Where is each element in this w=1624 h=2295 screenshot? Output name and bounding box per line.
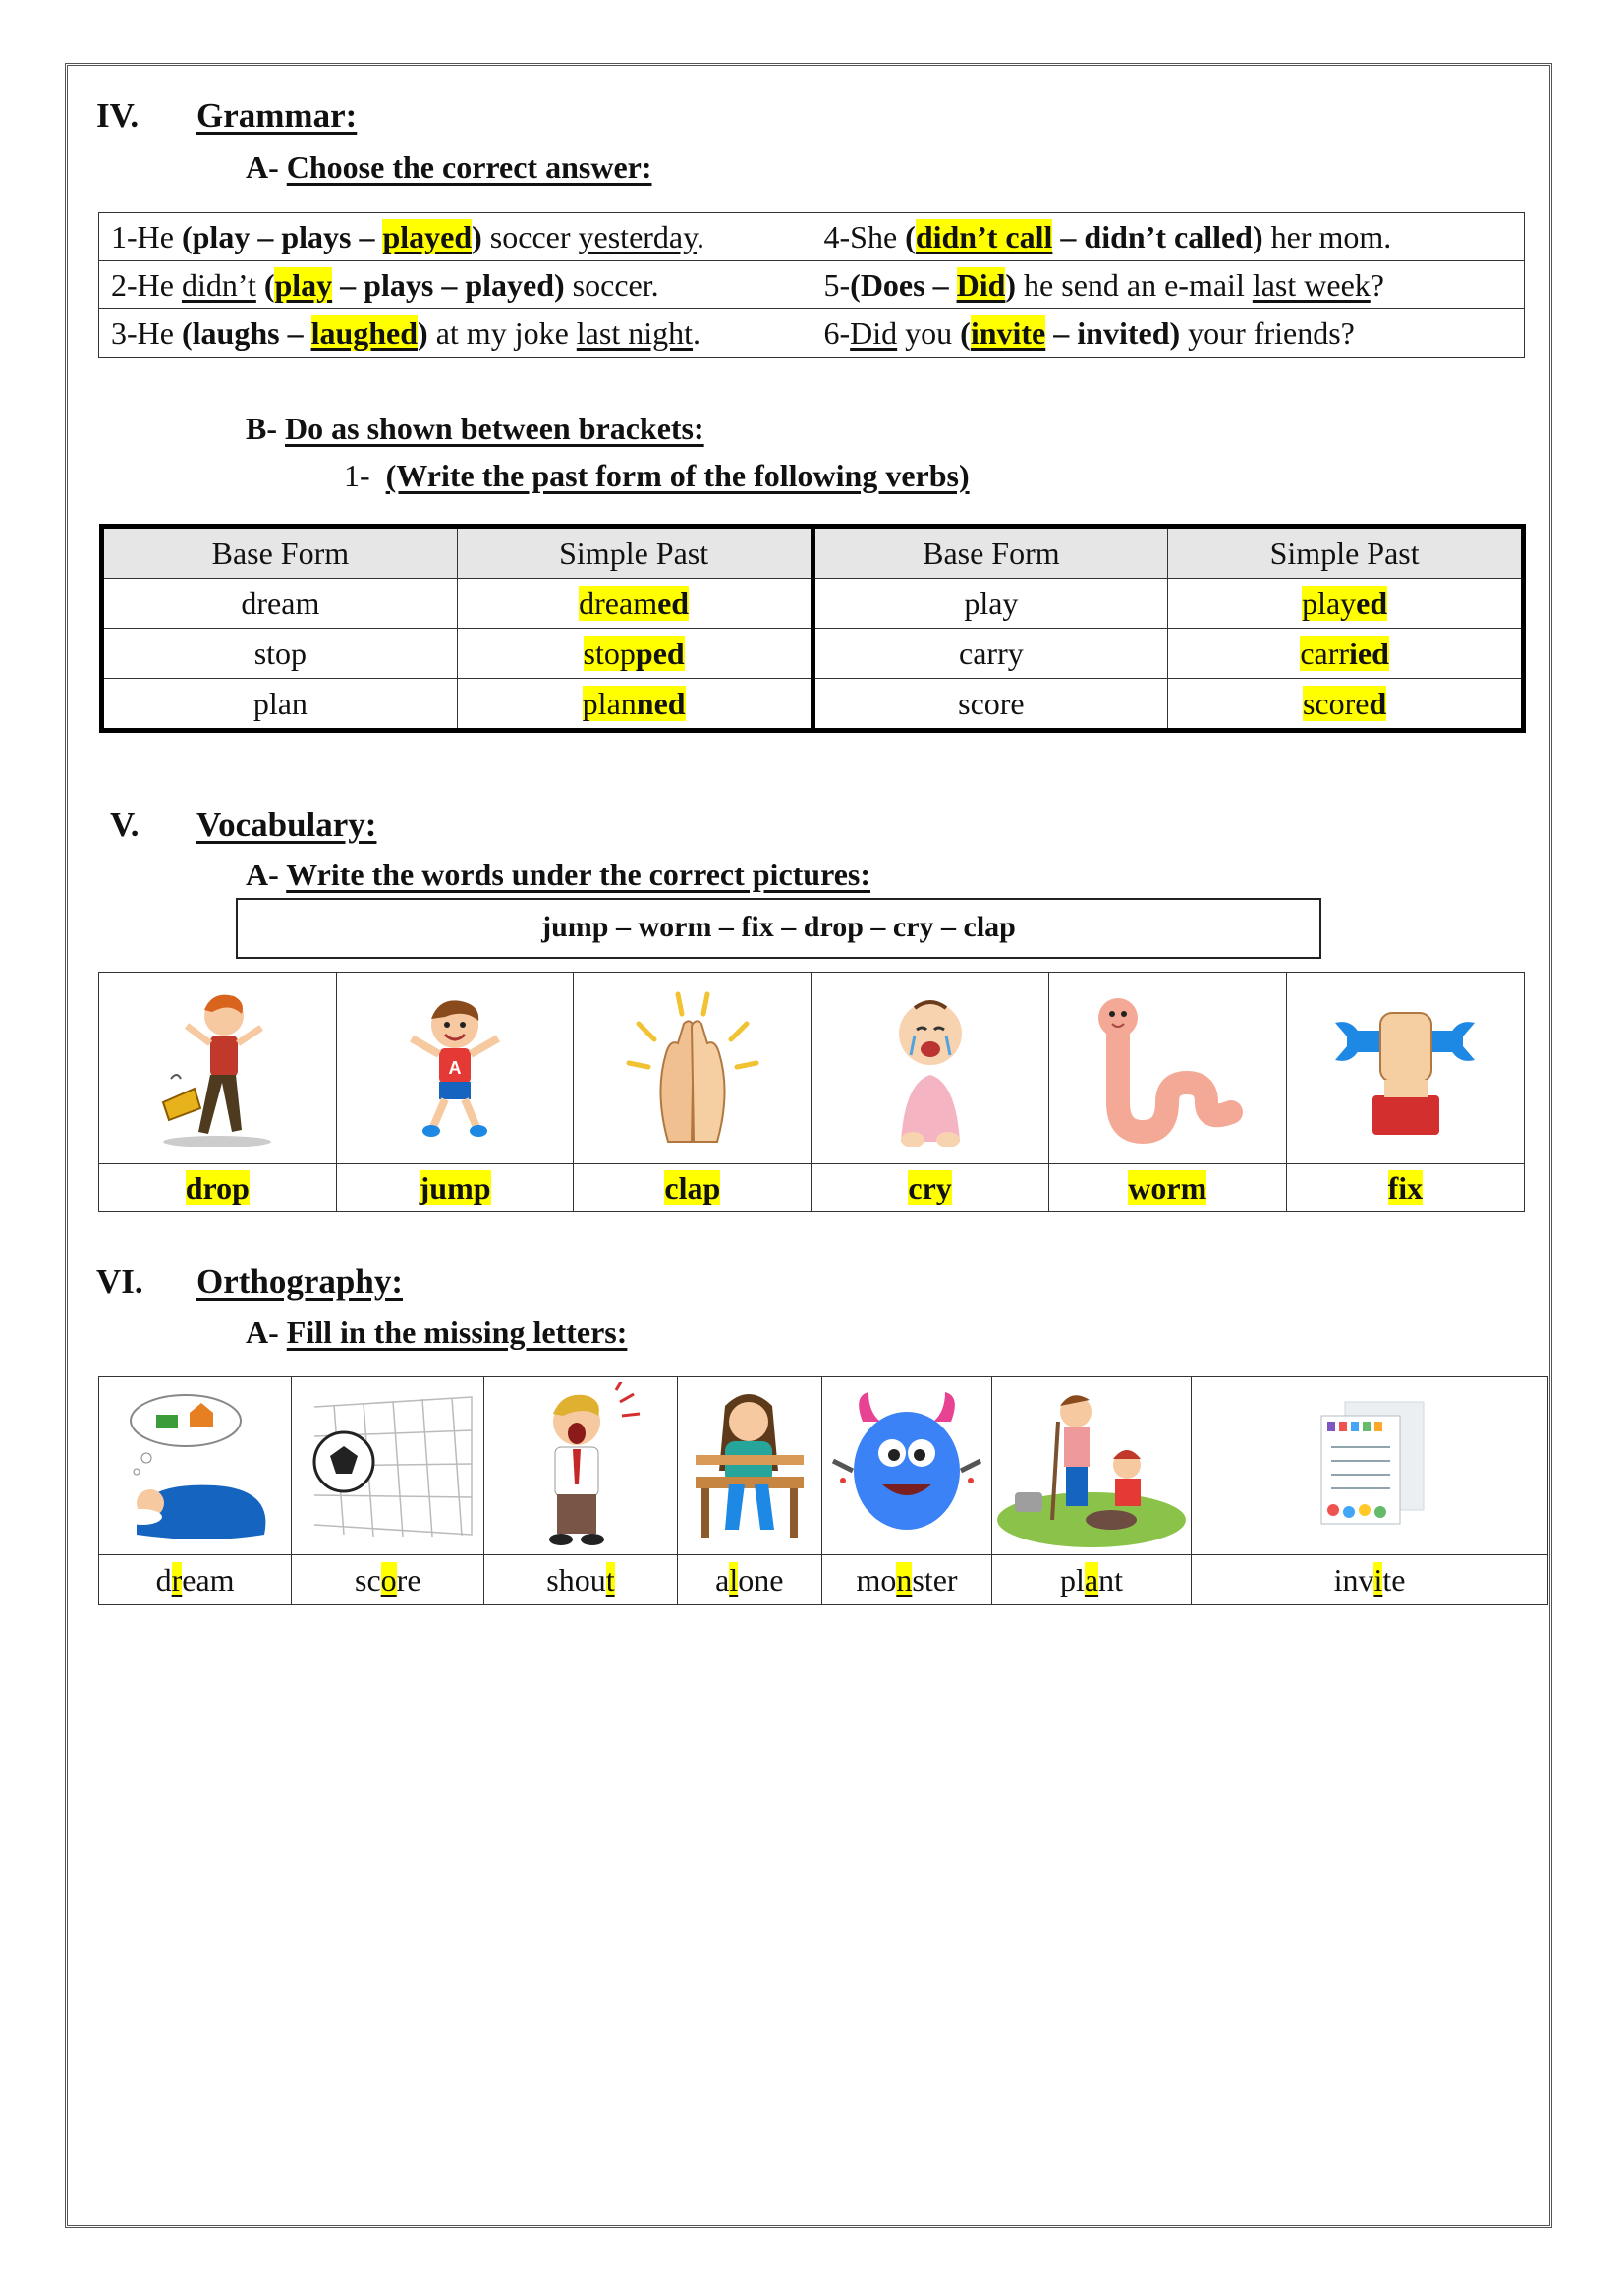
picture-jump <box>336 973 574 1164</box>
section-title-vocabulary: Vocabulary: <box>196 806 377 844</box>
question-3: 3-He (laughs – laughed) at my joke last night. <box>99 309 812 358</box>
answers-row <box>99 1164 1525 1212</box>
orthography-table <box>98 1376 1548 1605</box>
picture-alone <box>677 1377 822 1555</box>
part-letter: A- <box>246 857 279 892</box>
boy-dropping-icon <box>143 984 291 1151</box>
table-row <box>102 579 1524 629</box>
picture-worm <box>1048 973 1286 1164</box>
question-5: 5-(Does – Did) he send an e-mail last week? <box>812 261 1525 309</box>
crying-baby-icon <box>871 984 989 1151</box>
base-verb: play <box>812 579 1168 629</box>
word-cell: shout <box>484 1555 677 1605</box>
answer-cell: cry <box>812 1164 1049 1212</box>
item-number: 1- <box>344 458 370 493</box>
word-cell: plant <box>992 1555 1192 1605</box>
part-letter: B- <box>246 411 277 446</box>
section-number-vocabulary: V. <box>110 806 140 844</box>
lonely-girl-icon <box>686 1382 813 1549</box>
worm-icon <box>1089 984 1246 1151</box>
pictures-row <box>99 1377 1548 1555</box>
answer-cell: clap <box>574 1164 812 1212</box>
section-number-grammar: IV. <box>96 96 140 135</box>
picture-monster <box>822 1377 992 1555</box>
header-base-form: Base Form <box>102 527 458 579</box>
picture-shout <box>484 1377 677 1555</box>
vocabulary-part-a <box>246 857 870 893</box>
dreaming-boy-icon <box>107 1387 284 1544</box>
grammar-part-b1 <box>344 458 970 494</box>
answer-cell: jump <box>336 1164 574 1212</box>
part-title: Choose the correct answer: <box>286 149 652 185</box>
base-verb: carry <box>812 629 1168 679</box>
answer-cell: worm <box>1048 1164 1286 1212</box>
past-verb: carried <box>1168 629 1524 679</box>
part-letter: A- <box>246 149 279 185</box>
svg-text:A: A <box>448 1058 462 1078</box>
vocabulary-pictures-table <box>98 972 1525 1212</box>
part-title: Write the words under the correct pictures: <box>286 857 871 892</box>
word-cell: alone <box>677 1555 822 1605</box>
word-cell: monster <box>822 1555 992 1605</box>
soccer-goal-icon <box>295 1387 481 1544</box>
question-2: 2-He didn’t (play – plays – played) soccer. <box>99 261 812 309</box>
part-letter: A- <box>246 1315 279 1350</box>
table-header-row <box>102 527 1524 579</box>
base-verb: stop <box>102 629 458 679</box>
orthography-part-a <box>246 1315 627 1351</box>
table-row <box>99 309 1525 358</box>
pictures-row <box>99 973 1525 1164</box>
table-row <box>102 629 1524 679</box>
base-verb: dream <box>102 579 458 629</box>
section-title-orthography: Orthography: <box>196 1262 403 1301</box>
word-cell: dream <box>99 1555 292 1605</box>
past-verb: scored <box>1168 679 1524 731</box>
boy-jumping-icon <box>396 989 514 1147</box>
past-verb: planned <box>457 679 812 731</box>
answer-cell: drop <box>99 1164 337 1212</box>
part-title: Do as shown between brackets: <box>285 411 704 446</box>
picture-fix <box>1286 973 1524 1164</box>
picture-dream <box>99 1377 292 1555</box>
picture-plant <box>992 1377 1192 1555</box>
past-verb: dreamed <box>457 579 812 629</box>
past-form-table <box>99 524 1526 733</box>
table-row <box>102 679 1524 731</box>
past-verb: played <box>1168 579 1524 629</box>
question-4: 4-She (didn’t call – didn’t called) her mom. <box>812 213 1525 261</box>
shouting-man-icon <box>512 1382 649 1549</box>
part-title: Fill in the missing letters: <box>286 1315 628 1350</box>
table-row <box>99 213 1525 261</box>
grammar-part-b <box>246 411 704 447</box>
header-simple-past: Simple Past <box>457 527 812 579</box>
past-verb: stopped <box>457 629 812 679</box>
picture-invite <box>1192 1377 1548 1555</box>
picture-clap <box>574 973 812 1164</box>
word-cell: invite <box>1192 1555 1548 1605</box>
picture-score <box>292 1377 484 1555</box>
choose-answer-table <box>98 212 1525 358</box>
word-bank: jump – worm – fix – drop – cry – clap <box>236 898 1321 959</box>
table-row <box>99 261 1525 309</box>
invitation-card-icon <box>1306 1392 1433 1539</box>
base-verb: score <box>812 679 1168 731</box>
header-simple-past: Simple Past <box>1168 527 1524 579</box>
section-title-grammar: Grammar: <box>196 96 358 135</box>
kids-planting-icon <box>993 1382 1190 1549</box>
word-cell: score <box>292 1555 484 1605</box>
question-1: 1-He (play – plays – played) soccer yesterday. <box>99 213 812 261</box>
grammar-part-a <box>246 149 652 186</box>
answer-cell: fix <box>1286 1164 1524 1212</box>
item-title: (Write the past form of the following verbs) <box>385 458 970 493</box>
picture-drop <box>99 973 337 1164</box>
picture-cry <box>812 973 1049 1164</box>
monster-icon <box>823 1382 990 1549</box>
question-6: 6-Did you (invite – invited) your friends? <box>812 309 1525 358</box>
words-row <box>99 1555 1548 1605</box>
wrench-hand-icon <box>1321 989 1488 1147</box>
section-number-orthography: VI. <box>96 1262 143 1301</box>
clapping-hands-icon <box>609 984 776 1151</box>
base-verb: plan <box>102 679 458 731</box>
header-base-form: Base Form <box>812 527 1168 579</box>
